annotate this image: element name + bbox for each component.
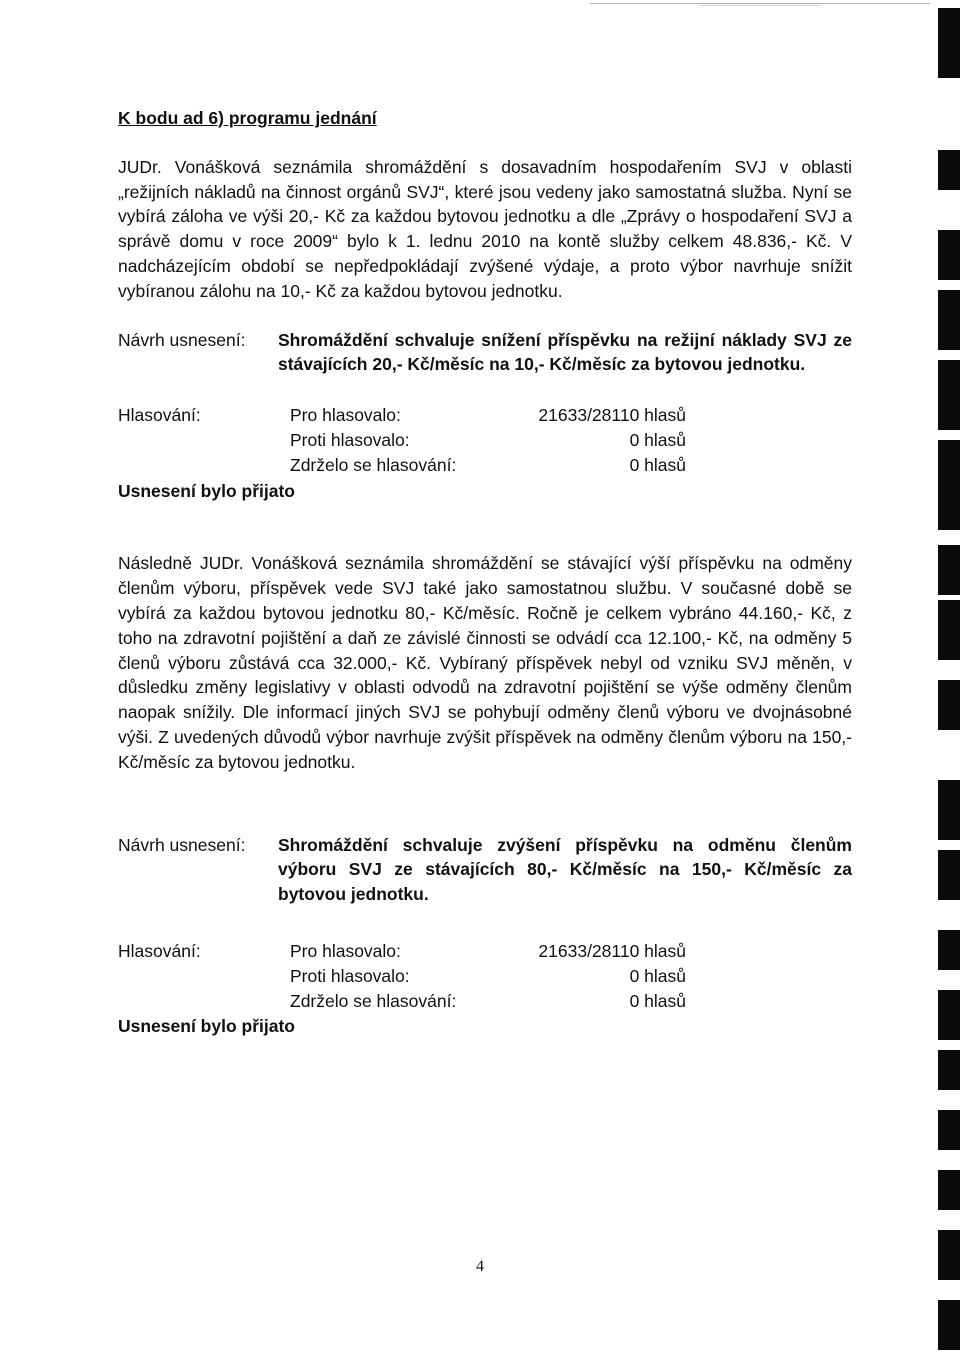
scan-edge-mark [938,990,960,1040]
vote-block-2 [118,939,852,1013]
vote-table [290,939,686,1013]
scan-edge-mark [938,150,960,190]
scan-edge-mark [938,780,960,840]
vote-row-label: Pro hlasovalo: [290,405,401,426]
section-heading: K bodu ad 6) programu jednání [118,108,377,128]
scan-edge-mark [938,1300,960,1350]
scan-edge-mark [938,480,960,530]
scan-edge-mark [938,600,960,660]
vote-row-value: 21633/28110 hlasů [538,405,686,426]
vote-row-label: Pro hlasovalo: [290,940,401,961]
vote-label: Hlasování: [118,940,201,961]
scan-edge-line [590,3,930,4]
scan-edge-line [700,5,820,6]
scan-edge-mark [938,360,960,430]
vote-row-value: 21633/28110 hlasů [538,940,686,961]
vote-row-label: Proti hlasovalo: [290,965,410,986]
vote-row-label: Proti hlasovalo: [290,429,410,450]
paragraph-committee-remuneration: Následně JUDr. Vonášková seznámila shromáždění se stávající výší příspěvku na odměny členům výboru, příspěvek vede SVJ také jako samostatnou službu. V současné době se vybírá za každou bytovou jednotku 80,- Kč/měsíc. Ročně je celkem vybráno 44.160,- Kč, z toho na zdravotní pojištění a daň ze závislé činnosti se odvádí cca 12.100,- Kč, na odměny 5 členů výboru zůstává cca 32.000,- Kč. Vybíraný příspěvek nebyl od vzniku SVJ měněn, v důsledku změny legislativy v oblasti odvodů na zdravotní pojištění se výše odměny členům naopak snížily. Dle informací jiných SVJ se pohybují odměny členů výboru ve dvojnásobné výši. Z uvedených důvodů výbor navrhuje zvýšit příspěvek na odměny členům výboru na 150,- Kč/měsíc za bytovou jednotku. [118,553,852,772]
vote-row-value: 0 hlasů [629,990,686,1011]
resolution-1 [118,328,852,378]
vote-label: Hlasování: [118,405,201,426]
scan-edge-mark [938,230,960,280]
vote-result: Usnesení bylo přijato [118,480,295,501]
scan-edge-mark [938,1170,960,1210]
scan-edge-mark [938,930,960,970]
resolution-label: Návrh usnesení: [118,834,246,855]
scan-edge-mark [938,680,960,730]
scan-edge-mark [938,440,960,480]
paragraph-overhead-costs: JUDr. Vonášková seznámila shromáždění s dosavadním hospodařením SVJ v oblasti „režijních nákladů na činnost orgánů SVJ“, které jsou vedeny jako samostatná služba. Nyní se vybírá záloha ve výši 20,- Kč za každou bytovou jednotku a dle „Zprávy o hospodaření SVJ a správě domu v roce 2009“ bylo k 1. lednu 2010 na kontě služby celkem 48.836,- Kč. V nadcházejícím období se nepředpokládají zvýšené výdaje, a proto výbor navrhuje snížit vybíranou zálohu na 10,- Kč za každou bytovou jednotku. [118,156,852,301]
scan-edge-mark [938,8,960,78]
scan-edge-mark [938,1050,960,1090]
scan-edge-mark [938,850,960,900]
page-number: 4 [476,1258,484,1275]
vote-block-1 [118,403,852,477]
scan-edge-mark [938,1110,960,1150]
vote-table [290,403,686,477]
scan-edge-mark [938,290,960,350]
vote-row-value: 0 hlasů [629,429,686,450]
resolution-label: Návrh usnesení: [118,329,246,350]
document-page [118,106,852,1039]
scan-edge-mark [938,545,960,595]
resolution-text: Shromáždění schvaluje zvýšení příspěvku na odměnu členům výboru SVJ ze stávajících 80,- Kč/měsíc na 150,- Kč/měsíc za bytovou jednotku. [278,834,852,905]
vote-row-value: 0 hlasů [629,965,686,986]
vote-result: Usnesení bylo přijato [118,1016,295,1037]
resolution-2 [118,833,852,907]
resolution-text: Shromáždění schvaluje snížení příspěvku na režijní náklady SVJ ze stávajících 20,- Kč/měsíc na 10,- Kč/měsíc za bytovou jednotku. [278,329,852,375]
vote-row-value: 0 hlasů [629,454,686,475]
vote-row-label: Zdrželo se hlasování: [290,454,457,475]
vote-row-label: Zdrželo se hlasování: [290,990,457,1011]
